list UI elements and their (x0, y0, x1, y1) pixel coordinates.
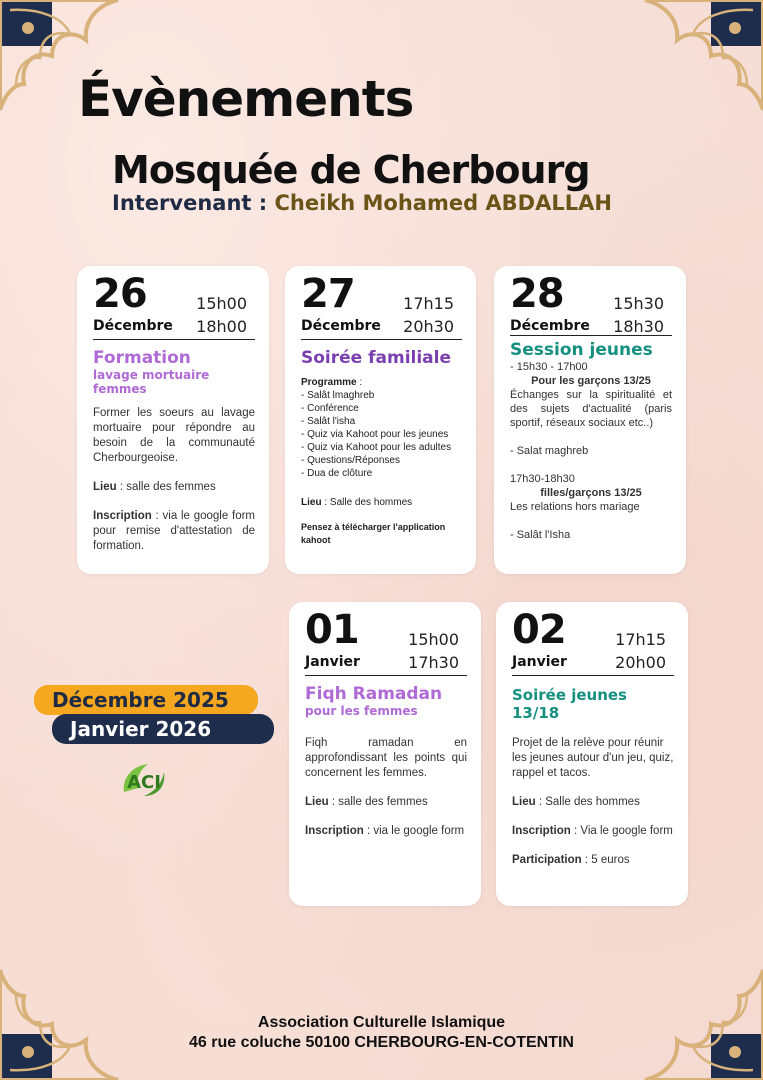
event-date-header (305, 607, 467, 676)
session-item-1: - Salat maghreb (510, 445, 589, 457)
event-description: Fiqh ramadan en approfondissant les points qui concernent les femmes. (305, 737, 467, 779)
programme-heading: Programme : (301, 377, 363, 388)
event-time-start: 17h15 (615, 630, 666, 649)
event-description: Former les soeurs au lavage mortuaire pour répondre au besoin de la communauté Cherbourgeoise. (93, 407, 255, 464)
programme-item: - Questions/Réponses (301, 455, 400, 466)
session-item-2: - Salât l'Isha (510, 529, 571, 541)
event-time-end: 20h00 (615, 653, 666, 672)
page-title: Évènements (78, 70, 414, 128)
event-body (305, 736, 467, 839)
programme-item: - Salât lmaghreb (301, 390, 375, 401)
event-subtitle: pour les femmes (305, 704, 418, 718)
event-card-28-decembre (494, 266, 686, 574)
footer-address (0, 1013, 763, 1053)
event-subtitle: lavage mortuaire femmes (93, 368, 210, 396)
event-day: 01 (305, 607, 359, 653)
event-programme (301, 376, 462, 547)
event-date-header (301, 271, 462, 340)
association-address: 46 rue coluche 50100 CHERBOURG-EN-COTENTIN (189, 1034, 574, 1051)
event-month: Janvier (512, 654, 567, 670)
event-card-26-decembre (77, 266, 269, 574)
event-title: Session jeunes (510, 340, 653, 360)
event-day: 26 (93, 271, 147, 317)
session-text-1: Échanges sur la spiritualité et des sujets d'actualité (paris sportif, réseaux sociaux etc..) (510, 389, 672, 429)
event-date-header (512, 607, 674, 676)
event-month: Janvier (305, 654, 360, 670)
speaker-name: Cheikh Mohamed ABDALLAH (274, 191, 612, 215)
programme-item: - Quiz via Kahoot pour les jeunes (301, 429, 449, 440)
corner-ornament-top-right (643, 0, 763, 130)
event-title: Fiqh Ramadan (305, 684, 443, 704)
event-description: Projet de la relève pour réunir les jeunes autour d'un jeu, quiz, rappel et tacos. (512, 737, 674, 779)
speaker-label: Intervenant : (112, 191, 275, 215)
event-date-header (510, 271, 672, 336)
event-title: Formation (93, 348, 191, 368)
kahoot-note: Pensez à télécharger l'application kahoot (301, 522, 446, 545)
event-time-start: 15h30 (613, 294, 664, 313)
event-body (510, 360, 672, 542)
session-text-2: Les relations hors mariage (510, 501, 640, 513)
event-card-01-janvier (289, 602, 481, 906)
programme-item: - Salât l'isha (301, 416, 356, 427)
event-day: 27 (301, 271, 355, 317)
session-slot-2: 17h30-18h30 (510, 473, 575, 485)
session-slot-1: - 15h30 - 17h00 (510, 361, 588, 373)
event-month: Décembre (93, 318, 173, 334)
logo-text: ACI (127, 772, 161, 793)
session-group-1: Pour les garçons 13/25 (531, 375, 651, 387)
event-title: Soirée familiale (301, 348, 452, 368)
aci-logo (118, 758, 170, 802)
event-month: Décembre (301, 318, 381, 334)
association-name: Association Culturelle Islamique (257, 1014, 506, 1031)
programme-item: - Quiz via Kahoot pour les adultes (301, 442, 452, 453)
event-inscription: Inscription : via le google form pour remise d'attestation de formation. (93, 510, 255, 552)
event-date-header (93, 271, 255, 340)
event-inscription: Inscription : Via le google form (512, 825, 673, 837)
event-lieu: Lieu : Salle des hommes (512, 796, 640, 808)
event-lieu: Lieu : salle des femmes (93, 481, 216, 493)
event-time-start: 17h15 (403, 294, 454, 313)
event-time-start: 15h00 (408, 630, 459, 649)
event-time-start: 15h00 (196, 294, 247, 313)
event-day: 28 (510, 271, 564, 317)
event-time-end: 18h30 (613, 317, 664, 336)
period-december-badge: Décembre 2025 (34, 685, 258, 715)
event-card-27-decembre (285, 266, 476, 574)
event-time-end: 18h00 (196, 317, 247, 336)
event-lieu: Lieu : salle des femmes (305, 796, 428, 808)
event-day: 02 (512, 607, 566, 653)
event-month: Décembre (510, 318, 590, 334)
event-body (512, 736, 674, 868)
speaker-line (112, 191, 612, 215)
programme-item: - Dua de clôture (301, 468, 373, 479)
event-time-end: 20h30 (403, 317, 454, 336)
mosque-name: Mosquée de Cherbourg (112, 148, 590, 192)
event-title: Soirée jeunes 13/18 (512, 686, 627, 722)
event-body (93, 406, 255, 554)
event-card-02-janvier (496, 602, 688, 906)
event-participation: Participation : 5 euros (512, 854, 630, 866)
period-january-badge: Janvier 2026 (52, 714, 274, 744)
event-inscription: Inscription : via le google form (305, 825, 465, 837)
event-time-end: 17h30 (408, 653, 459, 672)
event-lieu: Lieu : Salle des hommes (301, 497, 413, 508)
programme-item: - Conférence (301, 403, 359, 414)
session-group-2: filles/garçons 13/25 (540, 487, 642, 499)
